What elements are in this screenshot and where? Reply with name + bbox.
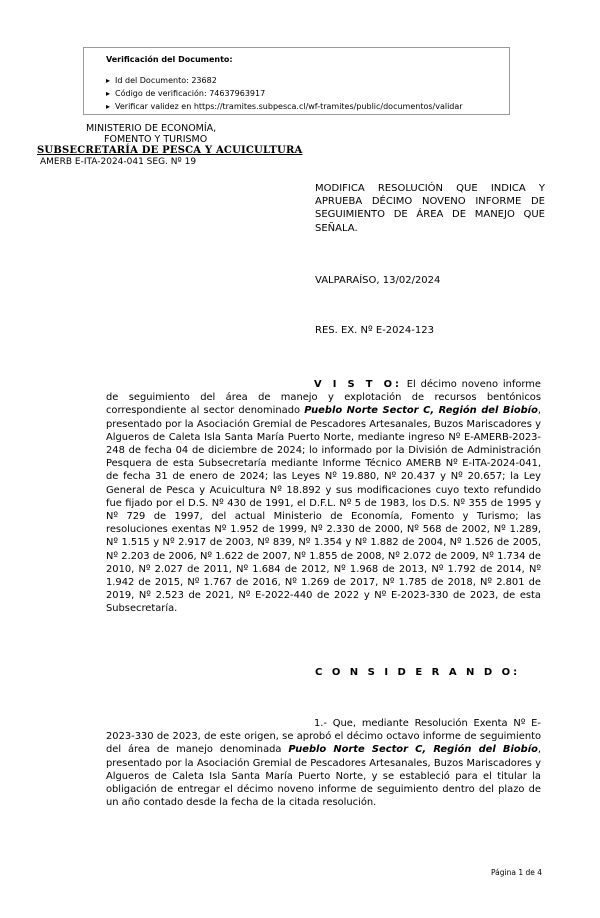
- considerando-heading: C O N S I D E R A N D O:: [315, 667, 521, 678]
- verification-title: Verificación del Documento:: [106, 55, 233, 64]
- ministry-line-2: FOMENTO Y TURISMO: [104, 134, 208, 145]
- verification-url[interactable]: ▸ Verificar validez en https://tramites.subpesca.cl/wf-tramites/public/documentos/validar: [106, 100, 463, 113]
- ministry-line-1: MINISTERIO DE ECONOMÍA,: [86, 123, 217, 134]
- verification-box: [83, 47, 510, 115]
- considerando-area-name: Pueblo Norte Sector C, Región del Biobío: [288, 744, 538, 756]
- verification-list: [106, 74, 463, 113]
- verification-code: ▸ Código de verificación: 74637963917: [106, 87, 463, 100]
- verification-document-id: ▸ Id del Documento: 23682: [106, 74, 463, 87]
- resolution-number: RES. EX. Nº E-2024-123: [315, 325, 434, 336]
- visto-area-name: Pueblo Norte Sector C, Región del Biobío: [304, 405, 538, 417]
- considerando-item-1-text-2: , presentado por la Asociación Gremial de Pescadores Artesanales, Buzos Mariscadores y Algueros de Caleta Isla Santa María Puerto Norte, y se estableció para el titular la obligación de entregar el décimo noveno informe de seguimiento dentro del plazo de un año contado desde la fecha de la citada resolución.: [106, 744, 542, 809]
- considerando-item-1-text-1: 1.- Que, mediante Resolución Exenta Nº E-2023-330 de 2023, de este origen, se aprobó el décimo octavo informe de seguimiento del área de manejo denominada: [106, 718, 541, 756]
- visto-text-2: , presentado por la Asociación Gremial de Pescadores Artesanales, Buzos Mariscadores y Algueros de Caleta Isla Santa María Puerto Norte, mediante ingreso Nº E-AMERB-2023-248 de fecha 04 de diciembre de 2024; lo informado por la División de Administración Pesquera de esta Subsecretaría mediante Informe Técnico AMERB Nº E-ITA-2024-041, de fecha 31 de enero de 2024; las Leyes Nº 19.880, Nº 20.437 y Nº 20.657; la Ley General de Pesca y Acuicultura Nº 18.892 y sus modificaciones cuyo texto refundido fue fijado por el D.S. Nº 430 de 1991, el D.F.L. Nº 5 de 1983, los D.S. Nº 355 de 1995 y Nº 729 de 1997, del actual Ministerio de Economía, Fomento y Turismo; las resoluciones exentas Nº 1.952 de 1999, Nº 2.330 de 2000, Nº 568 de 2002, Nº 1.289, Nº 1.515 y Nº 2.917 de 2003, Nº 839, Nº 1.354 y Nº 1.882 de 2004, Nº 1.526 de 2005, Nº 2.203 de 2006, Nº 1.622 de 2007, Nº 1.855 de 2008, Nº 2.072 de 2009, Nº 1.734 de 2010, Nº 2.027 de 2011, Nº 1.684 de 2012, Nº 1.968 de 2013, Nº 1.792 de 2014, Nº 1.942 de 2015, Nº 1.767 de 2016, Nº 1.269 de 2017, Nº 1.785 de 2018, Nº 2.801 de 2019, Nº 2.523 de 2021, Nº E-2022-440 de 2022 y Nº E-2023-330 de 2023, de esta Subsecretaría.: [106, 405, 541, 615]
- considerando-item-1: [106, 717, 541, 809]
- subsecretaria-title: SUBSECRETARÍA DE PESCA Y ACUICULTURA: [37, 145, 303, 156]
- visto-text-1: El décimo noveno informe de seguimiento del área de manejo y explotación de recursos bentónicos correspondiente al sector denominado: [106, 379, 542, 417]
- visto-paragraph: [106, 378, 541, 616]
- document-reference: AMERB E-ITA-2024-041 SEG. Nº 19: [40, 157, 197, 167]
- place-date: VALPARAÍSO, 13/02/2024: [315, 275, 441, 286]
- page-number: Página 1 de 4: [490, 868, 542, 877]
- visto-heading: V I S T O:: [314, 379, 402, 390]
- resolution-subject: MODIFICA RESOLUCIÓN QUE INDICA Y APRUEBA DÉCIMO NOVENO INFORME DE SEGUIMIENTO DE ÁREA DE MANEJO QUE SEÑALA.: [315, 183, 545, 234]
